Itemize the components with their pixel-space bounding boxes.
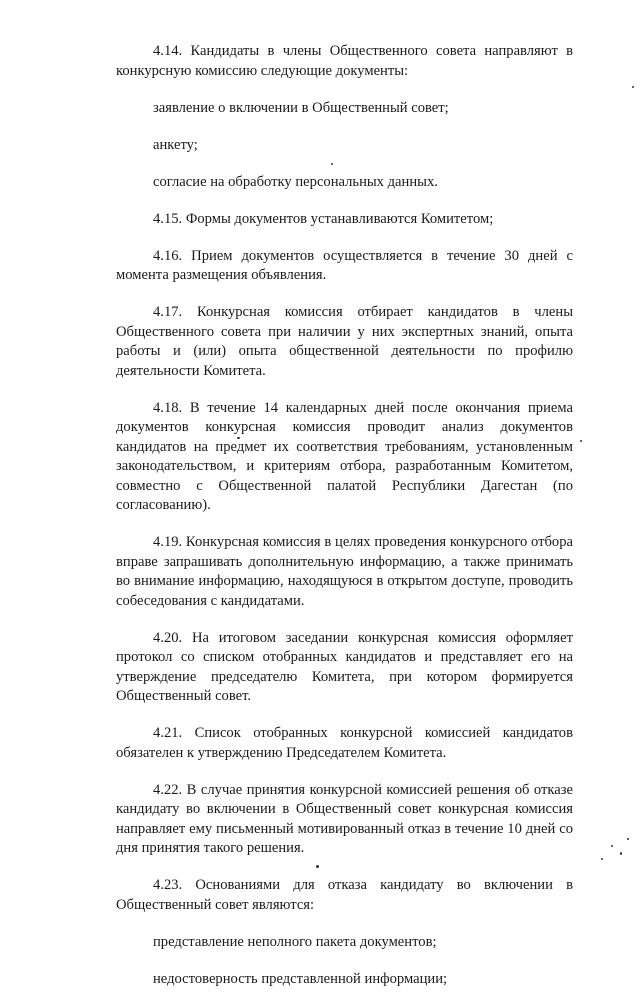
list-item: заявление о включении в Общественный совет; [153,99,449,116]
scan-speck [316,865,319,868]
list-item: представление неполного пакета документов; [153,933,437,950]
paragraph-4-15: 4.15. Формы документов устанавливаются Комитетом; [153,210,494,227]
scan-speck [331,163,333,165]
paragraph-4-19: 4.19. Конкурсная комиссия в целях проведения конкурсного отбора вправе запрашивать дополнительную информацию, а также принимать во внимание информацию, находящуюся в открытом доступе, проводить собеседования с кандидатами. [116,534,573,609]
paragraph-4-23: 4.23. Основаниями для отказа кандидату во включении в Общественный совет являются: [116,877,573,913]
list-item: недостоверность представленной информации; [153,970,448,987]
document-page [116,42,573,1007]
scan-speck [237,437,240,439]
scan-speck [580,440,582,442]
paragraph-4-21: 4.21. Список отобранных конкурсной комиссией кандидатов обязателен к утверждению Председателем Комитета. [116,725,573,761]
paragraph-4-16: 4.16. Прием документов осуществляется в течение 30 дней с момента размещения объявления. [116,247,573,283]
paragraph-4-20: 4.20. На итоговом заседании конкурсная комиссия оформляет протокол со списком отобранных кандидатов и представляет его на утверждение председателю Комитета, при котором формируется Общественный совет. [116,629,573,704]
scan-speck [620,852,622,855]
paragraph-4-14: 4.14. Кандидаты в члены Общественного совета направляют в конкурсную комиссию следующие документы: [116,43,573,79]
paragraph-4-17: 4.17. Конкурсная комиссия отбирает кандидатов в члены Общественного совета при наличии у них экспертных знаний, опыта работы и (или) опыта общественной деятельности по профилю деятельности Комитета. [116,304,573,379]
paragraph-4-22: 4.22. В случае принятия конкурсной комиссией решения об отказе кандидату во включении в Общественный совет конкурсная комиссия направляет ему письменный мотивированный отказ в течение 10 дней со дня принятия такого решения. [116,781,573,856]
scan-speck [627,838,629,840]
list-item: согласие на обработку персональных данных. [153,173,438,190]
scan-speck [601,858,603,860]
paragraph-4-18: 4.18. В течение 14 календарных дней после окончания приема документов конкурсная комиссия проводит анализ документов кандидатов на предмет их соответствия требованиям, установленным законодательством, и критериям отбора, разработанным Комитетом, совместно с Общественной палатой Республики Дагестан (по согласованию). [116,399,573,513]
scan-speck [611,845,613,847]
scan-speck [632,86,634,88]
list-item: анкету; [153,136,198,153]
